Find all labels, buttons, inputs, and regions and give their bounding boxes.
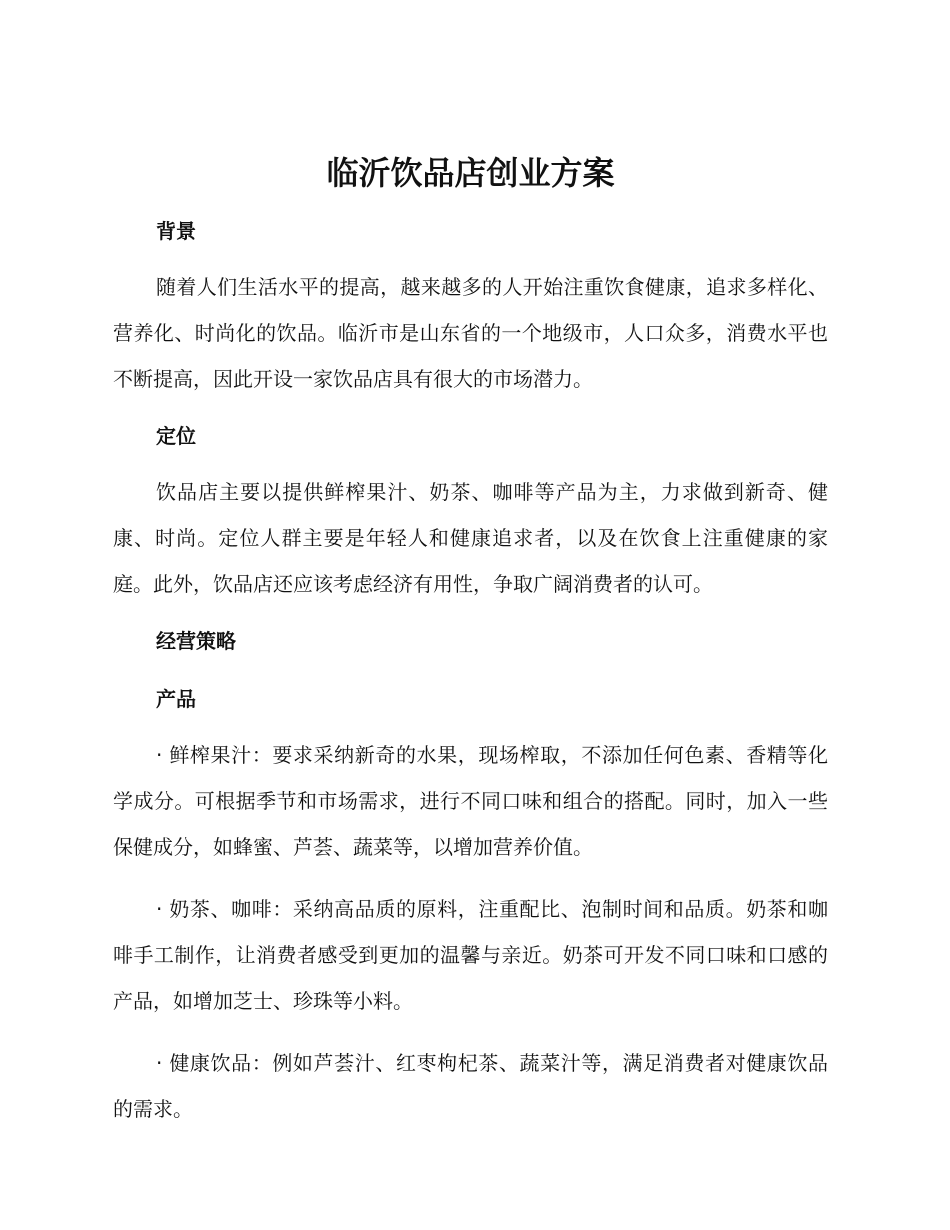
paragraph-background: 随着人们生活水平的提高，越来越多的人开始注重饮食健康，追求多样化、营养化、时尚化的饮品。临沂市是山东省的一个地级市，人口众多，消费水平也不断提高，因此开设一家饮品店具有很大的市场潜力。 [113, 275, 828, 391]
section-heading-background: 背景 [156, 219, 196, 243]
paragraph-positioning: 饮品店主要以提供鲜榨果汁、奶茶、咖啡等产品为主，力求做到新奇、健康、时尚。定位人群主要是年轻人和健康追求者，以及在饮食上注重健康的家庭。此外，饮品店还应该考虑经济有用性，争取广阔消费者的认可。 [113, 480, 828, 596]
document-title: 临沂饮品店创业方案 [326, 154, 615, 192]
section-heading-positioning: 定位 [156, 424, 196, 448]
list-item-fresh-juice: · 鲜榨果汁：要求采纳新奇的水果，现场榨取，不添加任何色素、香精等化学成分。可根据季节和市场需求，进行不同口味和组合的搭配。同时，加入一些保健成分，如蜂蜜、芦荟、蔬菜等，以增加营养价值。 [113, 743, 828, 859]
subsection-heading-product: 产品 [156, 687, 196, 711]
section-heading-strategy: 经营策略 [156, 629, 236, 653]
list-item-healthy-drinks: · 健康饮品：例如芦荟汁、红枣枸杞茶、蔬菜汁等，满足消费者对健康饮品的需求。 [113, 1051, 828, 1121]
list-item-milk-tea-coffee: · 奶茶、咖啡：采纳高品质的原料，注重配比、泡制时间和品质。奶茶和咖啡手工制作，让消费者感受到更加的温馨与亲近。奶茶可开发不同口味和口感的产品，如增加芝士、珍珠等小料。 [113, 897, 828, 1013]
